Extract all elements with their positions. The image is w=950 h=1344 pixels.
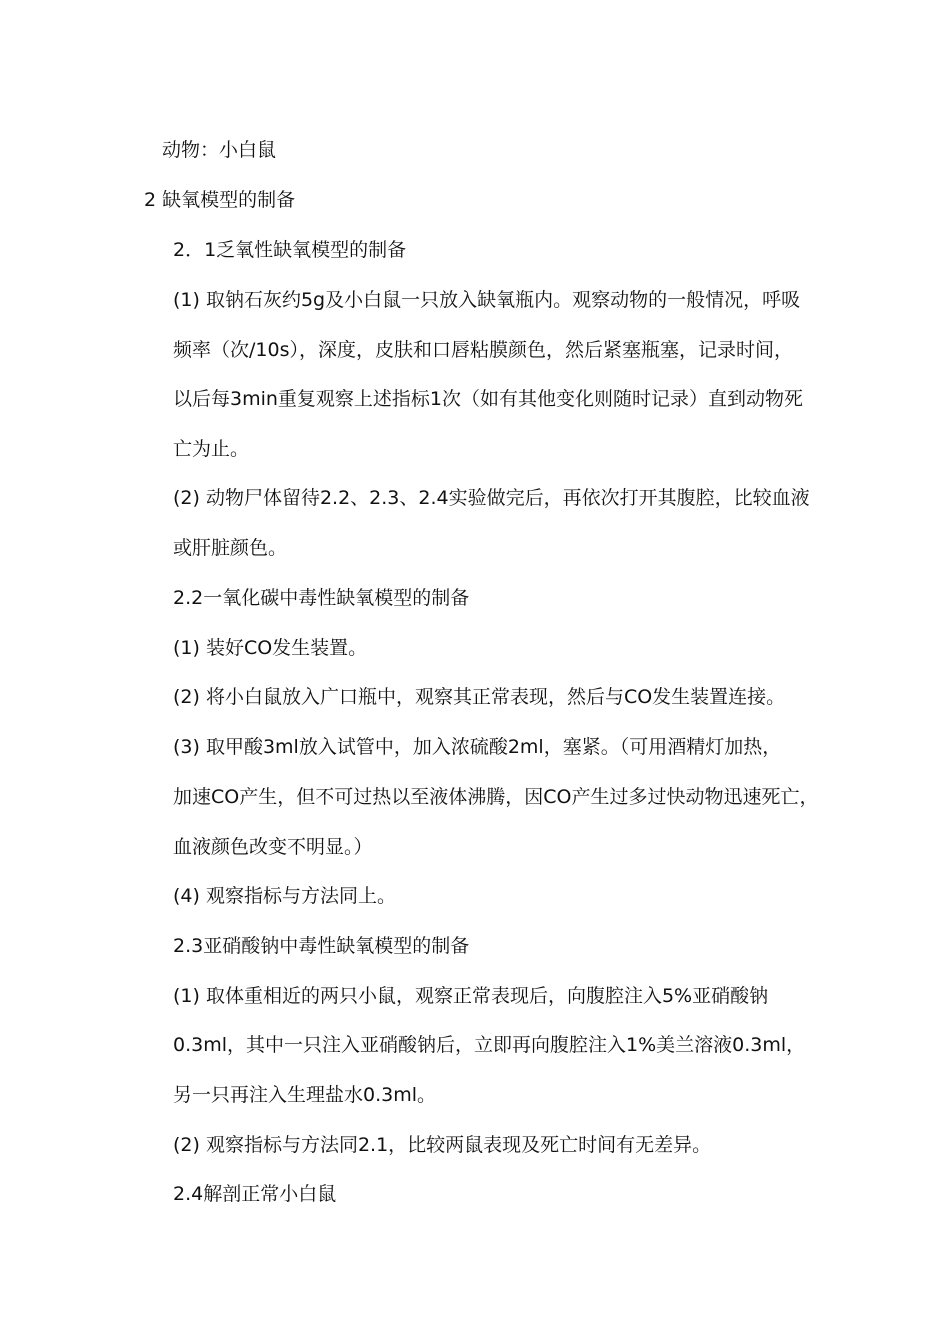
section-2-1-step-1-line: 频率（次/10s），深度，皮肤和口唇粘膜颜色，然后紧塞瓶塞，记录时间， <box>173 339 793 361</box>
section-2-2-step-3-line: (3) 取甲酸3ml放入试管中，加入浓硫酸2ml，塞紧。（可用酒精灯加热， <box>173 736 782 758</box>
section-2-2-step-3-line: 血液颜色改变不明显。） <box>173 836 373 858</box>
section-2-3-step-1-line: 另一只再注入生理盐水0.3ml。 <box>173 1084 437 1106</box>
animal-line: 动物：小白鼠 <box>162 139 277 161</box>
section-2-1-step-1-line: 亡为止。 <box>173 438 250 460</box>
section-2-1-heading: 2．1乏氧性缺氧模型的制备 <box>173 239 407 261</box>
section-2-3-step-2: (2) 观察指标与方法同2.1，比较两鼠表现及死亡时间有无差异。 <box>173 1134 712 1156</box>
section-2-3-step-1-line: (1) 取体重相近的两只小鼠，观察正常表现后，向腹腔注入5%亚硝酸钠 <box>173 985 769 1007</box>
section-2-1-step-1-line: (1) 取钠石灰约5g及小白鼠一只放入缺氧瓶内。观察动物的一般情况，呼吸 <box>173 289 801 311</box>
section-2-heading: 2 缺氧模型的制备 <box>144 189 296 211</box>
section-2-4-heading: 2.4解剖正常小白鼠 <box>173 1183 337 1205</box>
section-2-1-step-2-line: (2) 动物尸体留待2.2、2.3、2.4实验做完后，再依次打开其腹腔，比较血液 <box>173 487 810 509</box>
section-2-2-step-4: (4) 观察指标与方法同上。 <box>173 885 396 907</box>
section-2-2-step-3-line: 加速CO产生，但不可过热以至液体沸腾，因CO产生过多过快动物迅速死亡， <box>173 786 819 808</box>
section-2-2-step-1: (1) 装好CO发生装置。 <box>173 637 368 659</box>
section-2-3-step-1-line: 0.3ml，其中一只注入亚硝酸钠后，立即再向腹腔注入1%美兰溶液0.3ml， <box>173 1034 806 1056</box>
section-2-3-heading: 2.3亚硝酸钠中毒性缺氧模型的制备 <box>173 935 470 957</box>
section-2-2-heading: 2.2一氧化碳中毒性缺氧模型的制备 <box>173 587 470 609</box>
section-2-1-step-1-line: 以后每3min重复观察上述指标1次（如有其他变化则随时记录）直到动物死 <box>173 388 804 410</box>
section-2-2-step-2: (2) 将小白鼠放入广口瓶中，观察其正常表现，然后与CO发生装置连接。 <box>173 686 786 708</box>
section-2-1-step-2-line: 或肝脏颜色。 <box>173 537 288 559</box>
